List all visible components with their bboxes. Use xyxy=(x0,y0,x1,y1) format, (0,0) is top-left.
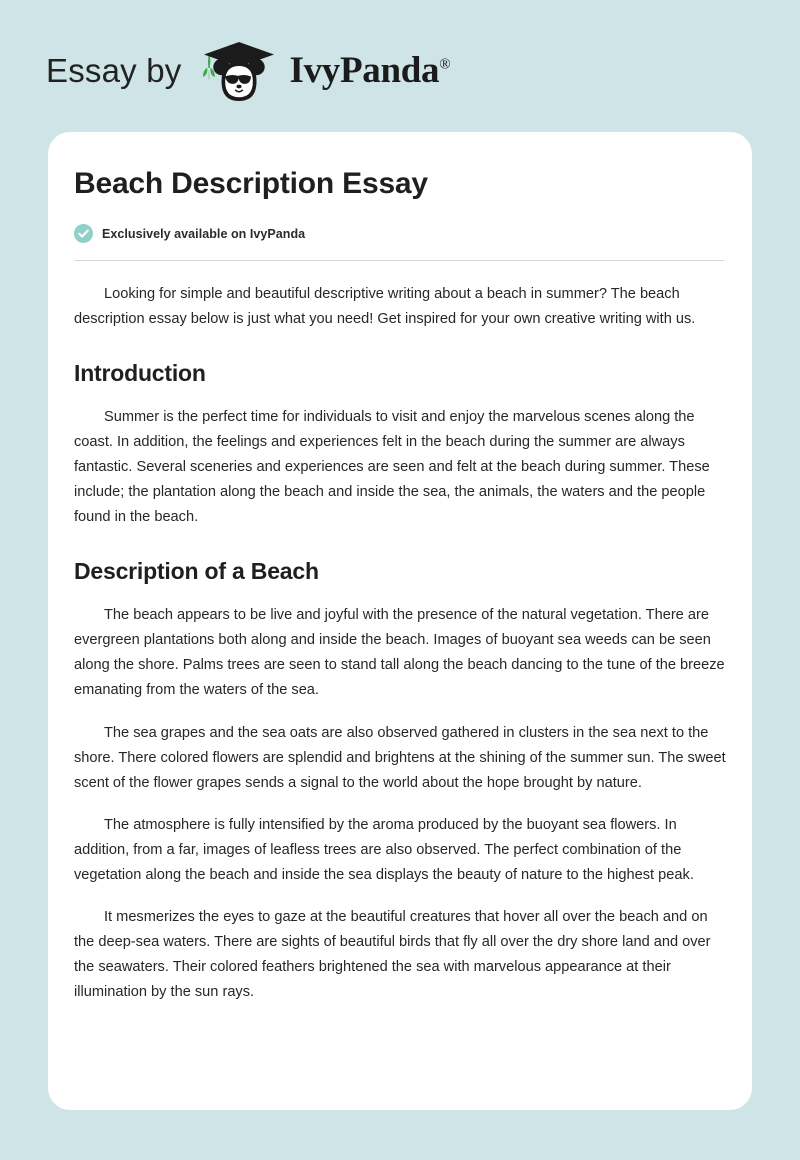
essay-card xyxy=(48,132,752,1110)
brand-wordmark xyxy=(289,49,451,91)
section-paragraph: Summer is the perfect time for individuals to visit and enjoy the marvelous scenes along the coast. In addition, the feelings and experiences felt in the beach during the summer are always fantastic. Several sceneries and experiences are seen and felt at the beach during summer. These include; the plantation along the beach and inside the sea, the animals, the waters and the people found in the beach. xyxy=(74,408,710,526)
status-badge xyxy=(74,224,726,243)
section-paragraph: It mesmerizes the eyes to gaze at the beautiful creatures that hover all over the beach and on the deep-sea waters. There are sights of beautiful birds that fly all over the dry shore land and over the seawaters. Their colored feathers brightened the sea with marvelous appearance at their illumination by the sun rays. xyxy=(74,909,711,1001)
check-circle-icon xyxy=(74,224,93,243)
section-paragraph: The beach appears to be live and joyful with the presence of the natural vegetation. There are evergreen plantations both along and inside the beach. Images of buoyant sea weeds can be seen along the shore. Palms trees are seen to stand tall along the beach dancing to the tune of the breeze emanating from the waters of the sea. xyxy=(74,607,725,699)
status-badge-label: Exclusively available on IvyPanda xyxy=(102,226,306,241)
registered-trademark-icon: ® xyxy=(439,56,451,73)
section-heading-description-of-a-beach: Description of a Beach xyxy=(74,558,319,585)
brand-prefix-label: Essay by xyxy=(46,51,182,89)
section-paragraph: The sea grapes and the sea oats are also observed gathered in clusters in the sea next to the shore. There colored flowers are splendid and brightens at the shining of the summer sun. The sweet scent of the flower grapes sends a signal to the world about the hope brought by nature. xyxy=(74,724,726,791)
lead-paragraph: Looking for simple and beautiful descriptive writing about a beach in summer? The beach description essay below is just what you need! Get inspired for your own creative writing with us. xyxy=(74,286,696,328)
ivypanda-logo[interactable] xyxy=(196,37,451,103)
brand-header xyxy=(46,36,451,104)
essay-body xyxy=(74,261,726,1005)
section-heading-introduction: Introduction xyxy=(74,360,206,387)
brand-wordmark-text: IvyPanda xyxy=(289,49,440,91)
section-paragraph: The atmosphere is fully intensified by the aroma produced by the buoyant sea flowers. In addition, from a far, images of leafless trees are also observed. The perfect combination of the vegetation along the beach and inside the sea displays the beauty of nature to the highest peak. xyxy=(74,816,694,883)
page-title: Beach Description Essay xyxy=(74,167,428,200)
panda-graduate-logo-icon xyxy=(196,37,282,103)
